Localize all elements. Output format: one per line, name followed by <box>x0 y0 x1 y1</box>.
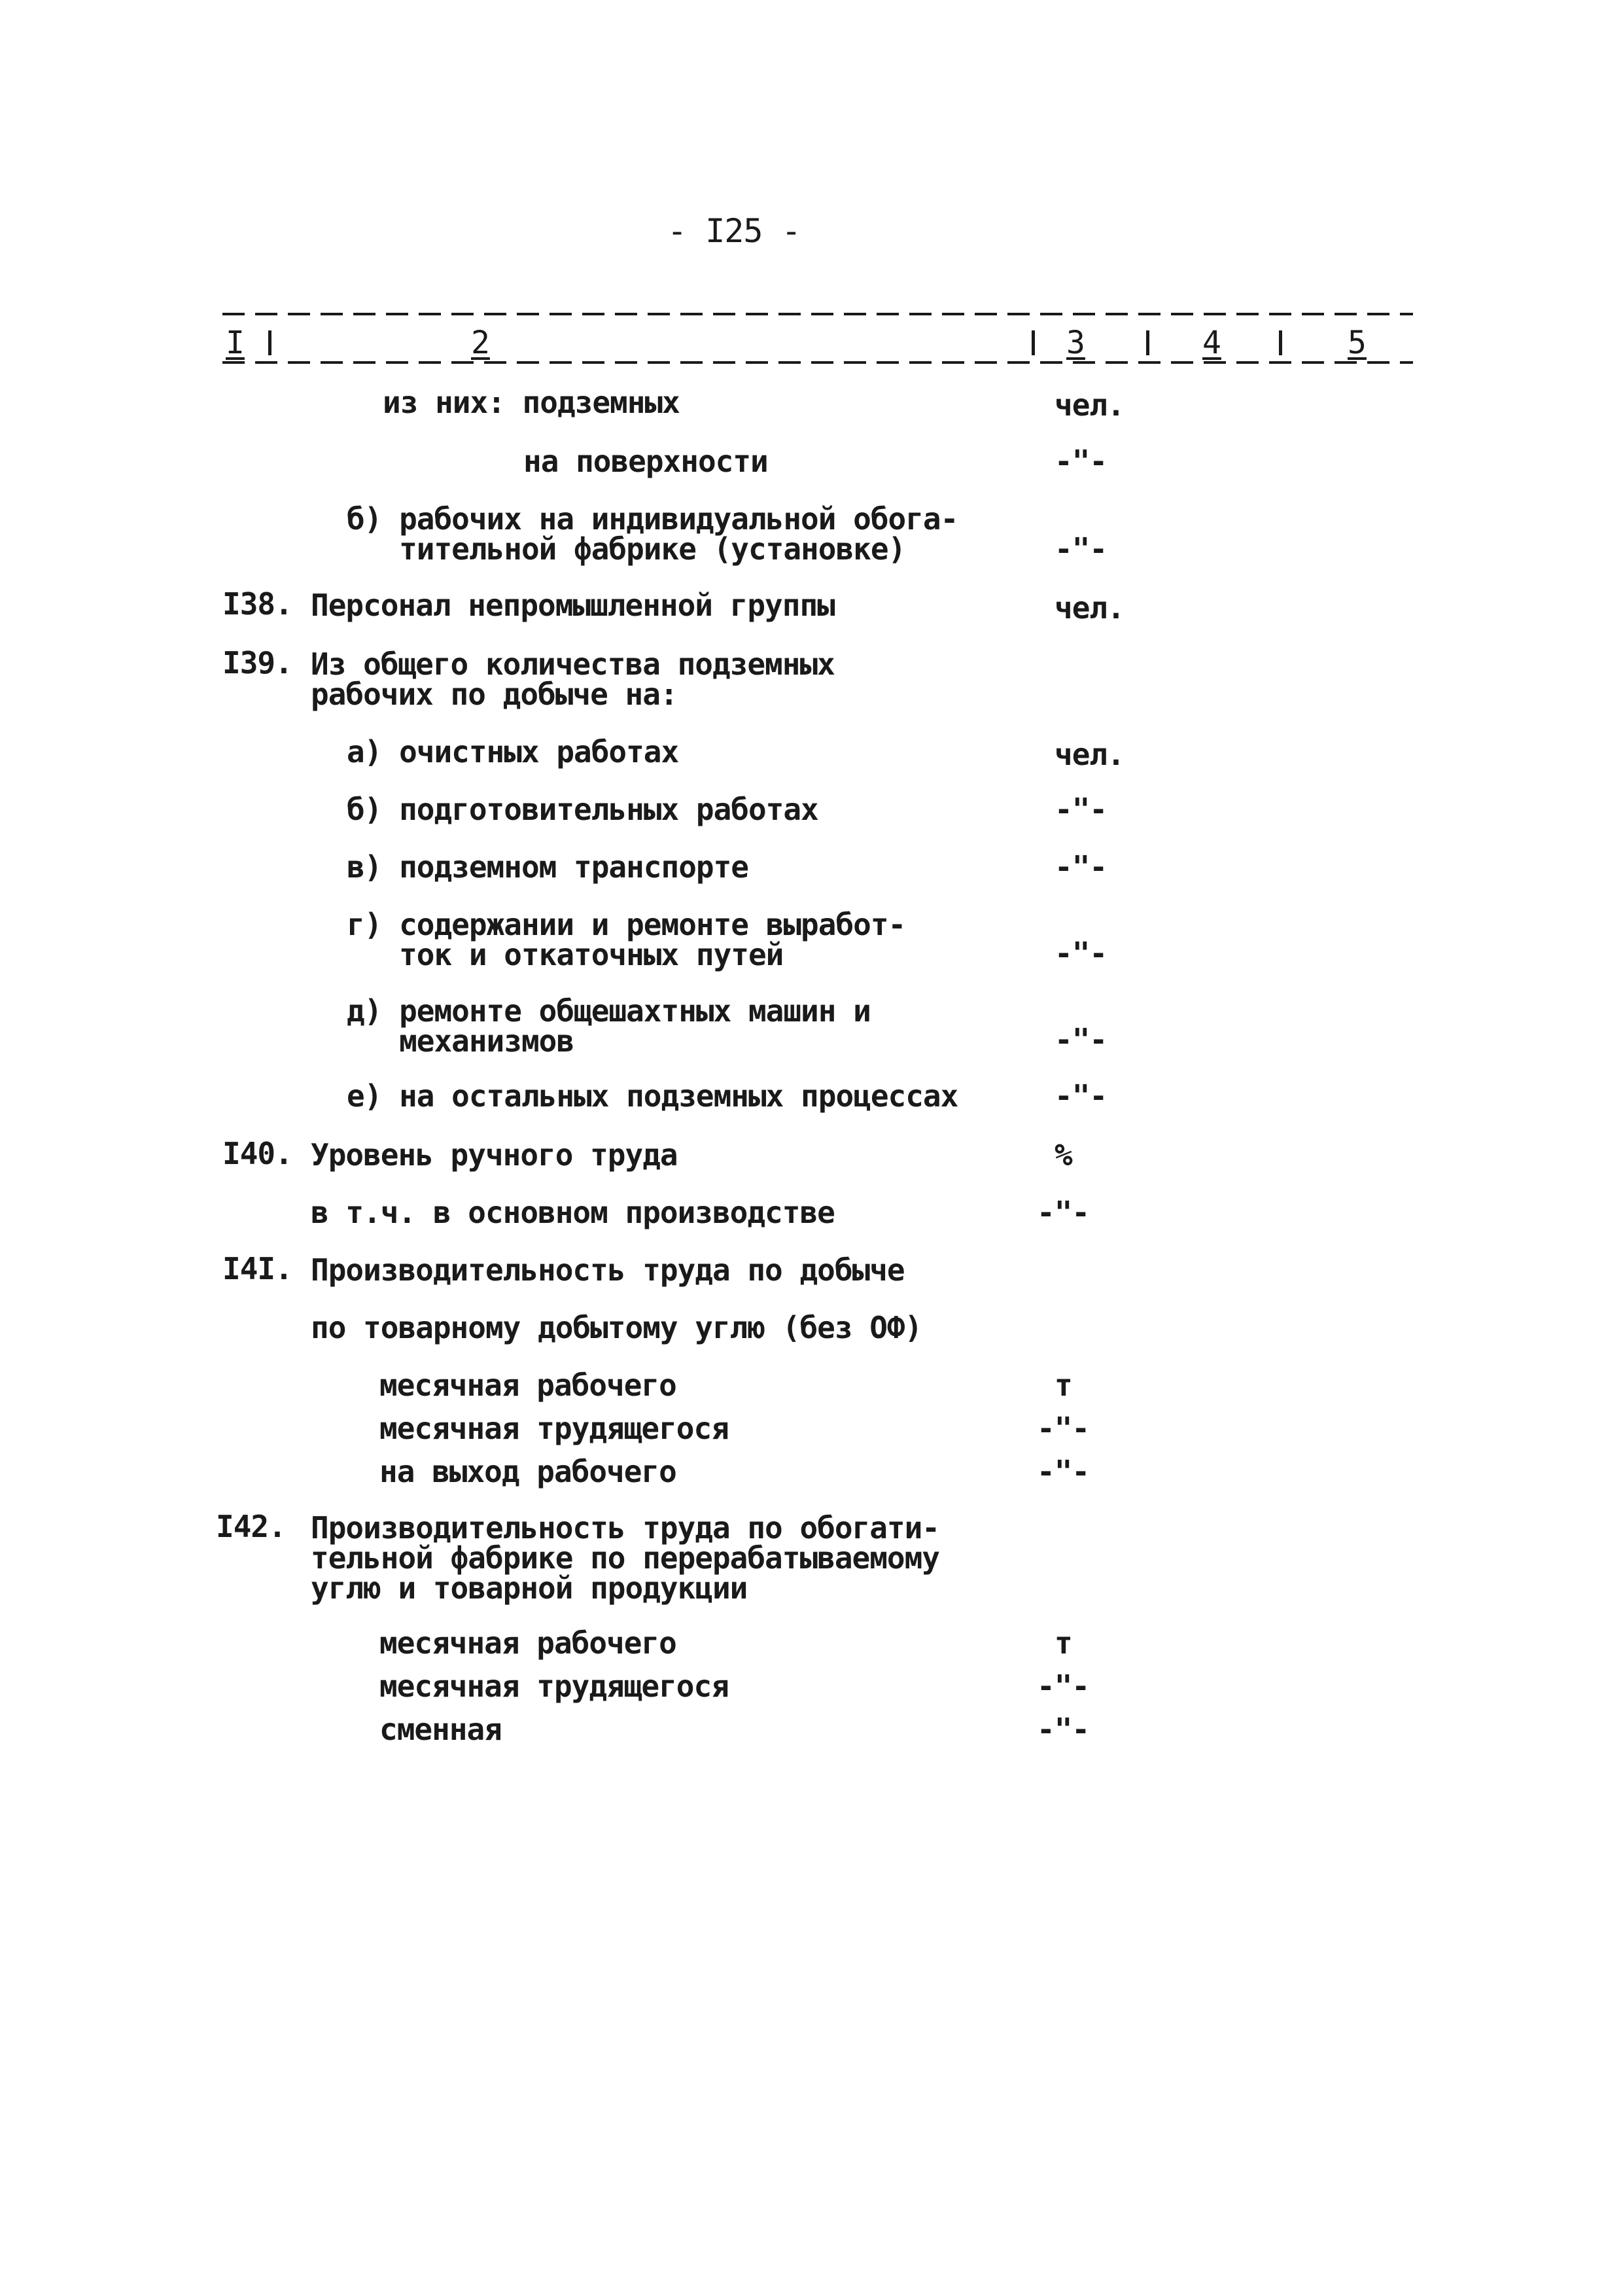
header-col-5: 5 <box>1348 325 1367 361</box>
row-text: в т.ч. в основном производстве <box>311 1195 835 1230</box>
row-text: е) на остальных подземных процессах <box>347 1078 958 1114</box>
row-unit: т <box>1055 1625 1072 1661</box>
row-unit: чел. <box>1055 387 1125 423</box>
row-text: в) подземном транспорте <box>347 849 748 885</box>
page-number: - I25 - <box>667 212 801 250</box>
row-unit: -"- <box>1037 1411 1090 1446</box>
header-separator <box>1032 330 1035 355</box>
row-number: I40. <box>222 1136 292 1171</box>
row-number: I4I. <box>222 1251 292 1286</box>
row-unit: -"- <box>1055 792 1108 827</box>
header-top-rule <box>222 313 1413 315</box>
row-text: на выход рабочего <box>379 1454 676 1489</box>
row-unit: -"- <box>1037 1712 1090 1747</box>
header-separator <box>268 330 271 355</box>
row-unit: -"- <box>1055 444 1108 479</box>
row-text: б) рабочих на индивидуальной обога- тительной фабрике (установке) <box>347 501 958 567</box>
row-text: на поверхности <box>523 444 768 479</box>
row-text: б) подготовительных работах <box>347 792 818 827</box>
header-separator <box>1146 330 1149 355</box>
row-text: из них: подземных <box>383 385 680 420</box>
header-col-3: 3 <box>1066 325 1085 361</box>
header-col-2: 2 <box>471 325 490 361</box>
row-text: Уровень ручного труда <box>311 1137 678 1173</box>
header-col-1: I <box>226 325 245 361</box>
row-unit: -"- <box>1055 1078 1108 1114</box>
row-text: г) содержании и ремонте выработ- ток и откаточных путей <box>347 907 906 972</box>
row-unit: -"- <box>1037 1669 1090 1704</box>
row-text: сменная <box>379 1712 502 1747</box>
row-unit: т <box>1055 1368 1072 1403</box>
row-number: I39. <box>222 645 292 680</box>
row-text: а) очистных работах <box>347 734 679 769</box>
row-text: месячная трудящегося <box>379 1669 729 1704</box>
row-number: I38. <box>222 586 292 622</box>
row-text: д) ремонте общешахтных машин и механизмов <box>347 993 871 1059</box>
row-unit: чел. <box>1055 590 1125 626</box>
row-text: месячная трудящегося <box>379 1411 729 1446</box>
row-text: месячная рабочего <box>379 1625 676 1661</box>
row-text: месячная рабочего <box>379 1368 676 1403</box>
row-unit: -"- <box>1055 849 1108 885</box>
row-number: I42. <box>216 1509 286 1544</box>
row-unit: % <box>1055 1137 1072 1173</box>
row-text: по товарному добытому углю (без ОФ) <box>311 1310 922 1345</box>
row-text: Персонал непромышленной группы <box>311 588 835 623</box>
row-unit: -"- <box>1037 1454 1090 1489</box>
header-separator <box>1279 330 1282 355</box>
row-text: Производительность труда по добыче <box>311 1252 905 1288</box>
row-unit: -"- <box>1055 936 1108 971</box>
row-text: Из общего количества подземных рабочих по добыче на: <box>311 646 835 712</box>
row-unit: -"- <box>1037 1195 1090 1230</box>
row-unit: -"- <box>1055 531 1108 567</box>
header-col-4: 4 <box>1202 325 1221 361</box>
row-unit: чел. <box>1055 737 1125 772</box>
row-text: Производительность труда по обогати- тельной фабрике по перерабатываемому углю и товарной продукции <box>311 1510 939 1606</box>
row-unit: -"- <box>1055 1022 1108 1057</box>
header-bottom-rule <box>222 361 1413 364</box>
